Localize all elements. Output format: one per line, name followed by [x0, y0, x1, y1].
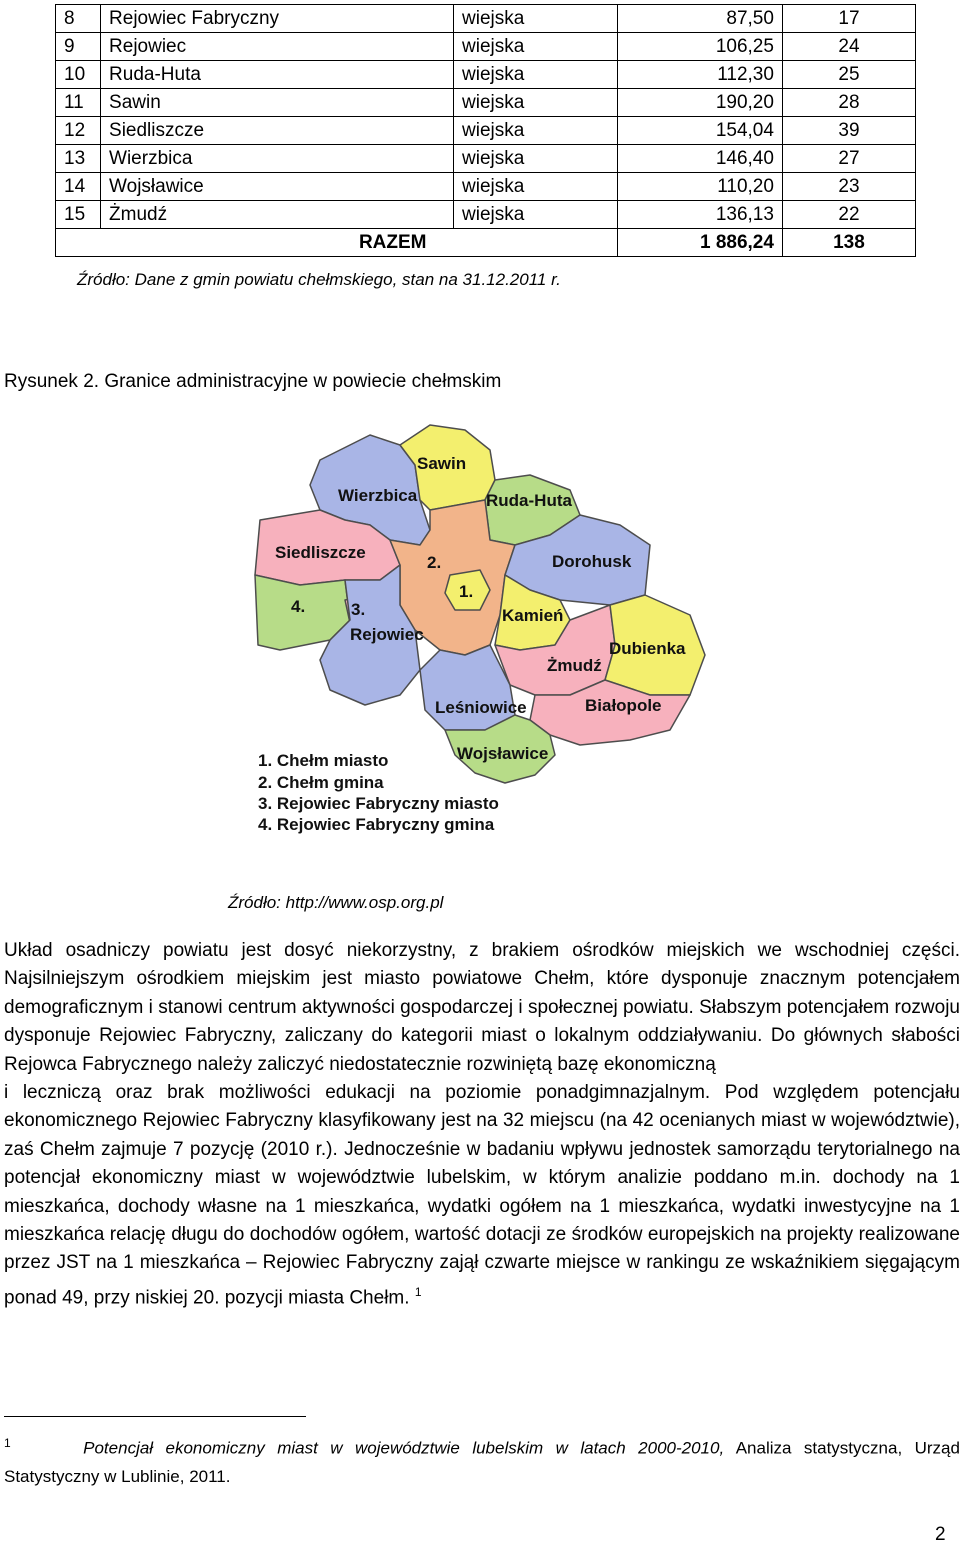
table-row: [56, 33, 916, 61]
legend-item-2: 2. Chełm gmina: [258, 773, 384, 792]
footnote-rest: Analiza statystyczna, Urząd Statystyczny w Lublinie, 2011.: [4, 1438, 960, 1486]
table-row: [56, 173, 916, 201]
row-count: 17: [782, 5, 915, 33]
row-number: 11: [56, 89, 101, 117]
row-area: 87,50: [618, 5, 782, 33]
page-number: 2: [935, 1524, 946, 1545]
row-type: wiejska: [454, 145, 618, 173]
row-count: 28: [782, 89, 915, 117]
footnote-separator: [4, 1416, 306, 1417]
map-legend: [258, 751, 499, 834]
footnote-title: Potencjał ekonomiczny miast w województwie lubelskim w latach 2000-2010,: [83, 1438, 725, 1458]
label-kamien: Kamień: [502, 606, 564, 625]
table-row: [56, 61, 916, 89]
table-total-row: [56, 229, 916, 257]
label-dorohusk: Dorohusk: [552, 552, 632, 571]
label-wojslawice: Wojsławice: [457, 744, 549, 763]
row-name: Wojsławice: [101, 173, 454, 201]
row-area: 106,25: [618, 33, 782, 61]
label-siedliszcze: Siedliszcze: [275, 543, 366, 562]
row-area: 136,13: [618, 201, 782, 229]
label-number-1: 1.: [459, 582, 474, 601]
footnote-ref: 1: [414, 1284, 422, 1299]
label-rejowiec: Rejowiec: [350, 625, 424, 644]
row-type: wiejska: [454, 33, 618, 61]
label-zmudz: Żmudź: [547, 656, 602, 675]
row-number: 13: [56, 145, 101, 173]
body-paragraph: [4, 937, 960, 1313]
row-count: 27: [782, 145, 915, 173]
row-type: wiejska: [454, 201, 618, 229]
footnote: [4, 1429, 960, 1491]
table-row: [56, 201, 916, 229]
row-area: 190,20: [618, 89, 782, 117]
label-number-4: 4.: [291, 597, 306, 616]
row-number: 8: [56, 5, 101, 33]
label-wierzbica: Wierzbica: [338, 486, 418, 505]
row-count: 39: [782, 117, 915, 145]
total-label: RAZEM: [56, 229, 618, 257]
row-type: wiejska: [454, 89, 618, 117]
row-number: 10: [56, 61, 101, 89]
row-type: wiejska: [454, 173, 618, 201]
paragraph-part-2-text: i leczniczą oraz brak możliwości edukacji na poziomie ponadgimnazjalnym. Pod względem potencjału ekonomicznego Rejowiec Fabryczny klasyfikowany jest na 32 miejscu (na 42 ocenianych miast w województwie), zaś Chełm zajmuje 7 pozycję (2010 r.). Jednocześnie w badaniu wpływu jednostek samorządu terytorialnego na potencjał ekonomiczny miast w województwie lubelskim, w którym analizie poddano m.in. dochody na 1 mieszkańca, dochody własne na 1 mieszkańca, wydatki ogółem na 1 mieszkańca, wydatki inwestycyjne na 1 mieszkańca relację długu do dochodów ogółem, wartość dotacji ze środków europejskich na projekty realizowane przez JST na 1 mieszkańca – Rejowiec Fabryczny zajął czwarte miejsce w rankingu ze wskaźnikiem sięgającym ponad 49, przy niskiej 20. pozycji miasta Chełm.: [4, 1082, 960, 1309]
row-count: 22: [782, 201, 915, 229]
table-row: [56, 89, 916, 117]
label-ruda-huta: Ruda-Huta: [486, 491, 572, 510]
map-source: Źródło: http://www.osp.org.pl: [228, 893, 444, 912]
row-name: Sawin: [101, 89, 454, 117]
label-bialopole: Białopole: [585, 696, 662, 715]
row-number: 9: [56, 33, 101, 61]
total-count: 138: [782, 229, 915, 257]
row-type: wiejska: [454, 117, 618, 145]
label-sawin: Sawin: [417, 454, 467, 473]
gminy-table: [55, 4, 916, 257]
administrative-map: [250, 405, 710, 845]
paragraph-part-1: Układ osadniczy powiatu jest dosyć niekorzystny, z brakiem ośrodków miejskich we wschodniej części. Najsilniejszym ośrodkiem miejskim jest miasto powiatowe Chełm, które dysponuje znacznym potencjałem demograficznym i stanowi centrum aktywności gospodarczej i społecznej powiatu. Słabszym potencjałem rozwoju dysponuje Rejowiec Fabryczny, zaliczany do kategorii miast o lokalnym oddziaływaniu. Do głównych słabości Rejowca Fabrycznego należy zaliczyć niedostatecznie rozwiniętą bazę ekonomiczną: [4, 940, 960, 1075]
table-row: [56, 117, 916, 145]
row-name: Siedliszcze: [101, 117, 454, 145]
legend-item-1: 1. Chełm miasto: [258, 751, 389, 770]
total-area: 1 886,24: [618, 229, 782, 257]
table-row: [56, 5, 916, 33]
paragraph-part-2: [4, 1079, 960, 1313]
row-type: wiejska: [454, 61, 618, 89]
figure-caption: Rysunek 2. Granice administracyjne w powiecie chełmskim: [4, 371, 502, 392]
label-lesniowice: Leśniowice: [435, 698, 527, 717]
row-name: Rejowiec Fabryczny: [101, 5, 454, 33]
row-name: Żmudź: [101, 201, 454, 229]
row-number: 15: [56, 201, 101, 229]
row-number: 12: [56, 117, 101, 145]
row-number: 14: [56, 173, 101, 201]
label-number-2: 2.: [427, 553, 442, 572]
row-name: Ruda-Huta: [101, 61, 454, 89]
row-area: 146,40: [618, 145, 782, 173]
label-dubienka: Dubienka: [609, 639, 686, 658]
row-area: 112,30: [618, 61, 782, 89]
row-count: 23: [782, 173, 915, 201]
legend-item-3: 3. Rejowiec Fabryczny miasto: [258, 794, 499, 813]
footnote-marker: 1: [4, 1436, 11, 1450]
row-area: 110,20: [618, 173, 782, 201]
label-number-3: 3.: [351, 600, 366, 619]
row-name: Rejowiec: [101, 33, 454, 61]
row-name: Wierzbica: [101, 145, 454, 173]
row-area: 154,04: [618, 117, 782, 145]
table-source: Źródło: Dane z gmin powiatu chełmskiego, stan na 31.12.2011 r.: [77, 270, 561, 289]
row-type: wiejska: [454, 5, 618, 33]
row-count: 25: [782, 61, 915, 89]
legend-item-4: 4. Rejowiec Fabryczny gmina: [258, 815, 495, 834]
row-count: 24: [782, 33, 915, 61]
table-row: [56, 145, 916, 173]
